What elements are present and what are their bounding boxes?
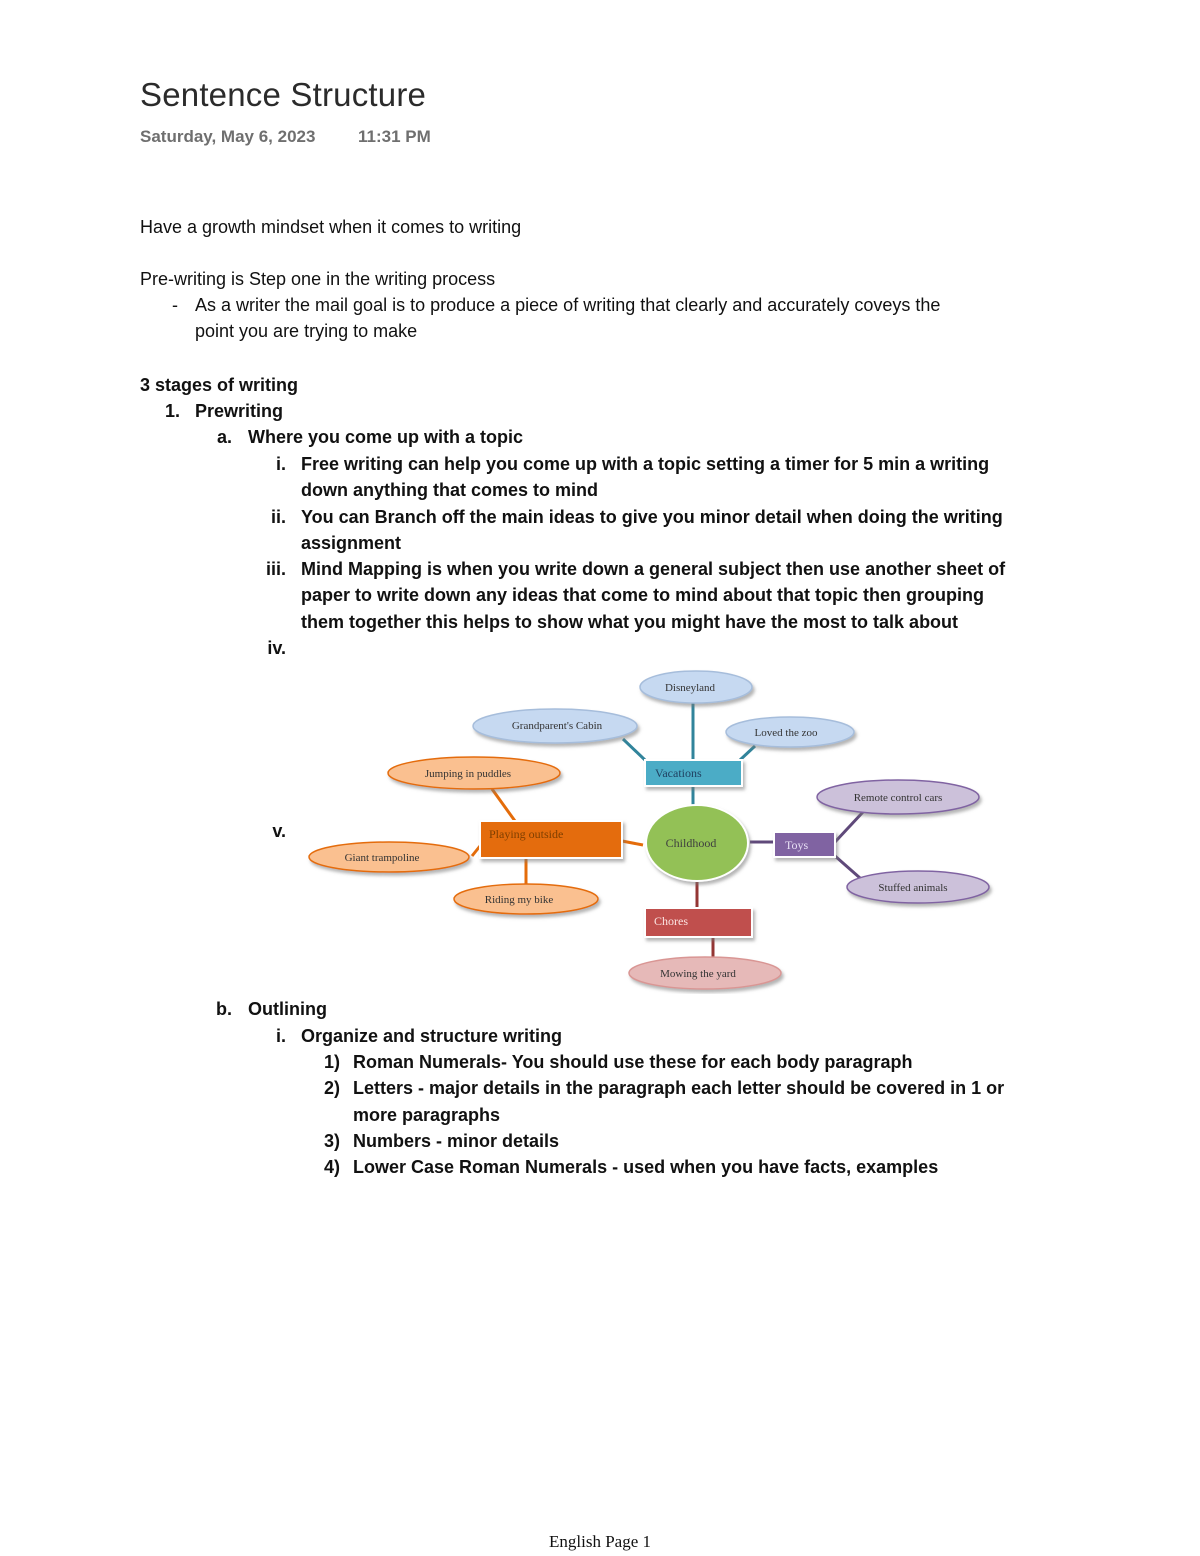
outline-letters-line-2: more paragraphs [353, 1105, 501, 1125]
mind-map-diagram [300, 664, 1010, 994]
list-item-organize: Organize and structure writing [301, 1026, 563, 1046]
outline-marker-4: 4) [323, 1157, 340, 1177]
outline-letters-line-1: Letters - major details in the paragraph each letter should be covered in 1 or [353, 1078, 1005, 1098]
stages-heading: 3 stages of writing [140, 375, 299, 395]
list-marker-iv: iv. [267, 638, 286, 658]
connector-remote [835, 812, 863, 842]
connector-puddles [492, 789, 515, 821]
bike-label: Riding my bike [484, 894, 554, 906]
page-title: Sentence Structure [140, 76, 427, 113]
list-marker-1: 1. [164, 401, 180, 421]
toys-label: Toys [785, 838, 809, 852]
bullet-dash: - [172, 295, 178, 315]
paragraph-growth-mindset: Have a growth mindset when it comes to writing [140, 217, 522, 237]
cabin-label: Grandparent's Cabin [511, 720, 603, 732]
disneyland-label: Disneyland [664, 682, 716, 694]
page-footer: English Page 1 [549, 1532, 651, 1551]
paragraph-prewriting: Pre-writing is Step one in the writing process [140, 269, 496, 289]
note-date: Saturday, May 6, 2023 [140, 127, 316, 146]
outline-marker-3: 3) [323, 1131, 340, 1151]
list-marker-iii: iii. [265, 559, 286, 579]
list-marker-v: v. [272, 821, 286, 841]
list-marker-i: i. [275, 454, 286, 474]
mind-mapping-line-2: paper to write down any ideas that come to mind about that topic then grouping [301, 585, 985, 605]
list-marker-b: b. [216, 999, 232, 1019]
outline-lowercase-roman: Lower Case Roman Numerals - used when you have facts, examples [353, 1157, 939, 1177]
zoo-label: Loved the zoo [754, 727, 818, 739]
list-item-topic: Where you come up with a topic [248, 427, 524, 447]
outline-marker-1: 1) [323, 1052, 340, 1072]
connector-trampoline [472, 846, 480, 856]
stuffed-label: Stuffed animals [878, 882, 948, 894]
branch-off-line-2: assignment [301, 533, 402, 553]
chores-label: Chores [654, 914, 688, 928]
list-item-outlining: Outlining [248, 999, 327, 1019]
childhood-label: Childhood [665, 836, 717, 850]
note-time: 11:31 PM [358, 127, 431, 146]
bullet-text-line-1: As a writer the mail goal is to produce a piece of writing that clearly and accurately coveys the [195, 295, 941, 315]
puddles-label: Jumping in puddles [424, 768, 512, 780]
free-writing-line-2: down anything that comes to mind [301, 480, 598, 500]
free-writing-line-1: Free writing can help you come up with a topic setting a timer for 5 min a writing [301, 454, 990, 474]
vacations-label: Vacations [655, 766, 702, 780]
connector-outside [622, 841, 643, 845]
list-marker-b-i: i. [275, 1026, 286, 1046]
bullet-text-line-2: point you are trying to make [195, 321, 418, 341]
remote-label: Remote control cars [853, 792, 943, 804]
list-marker-a: a. [216, 427, 232, 447]
mind-mapping-line-3: them together this helps to show what you might have the most to talk about [301, 612, 959, 632]
connector-stuffed [835, 856, 860, 878]
list-item-prewriting: Prewriting [195, 401, 284, 421]
connector-zoo [740, 746, 755, 760]
outside-label: Playing outside [489, 827, 564, 841]
outline-roman-numerals: Roman Numerals- You should use these for each body paragraph [353, 1052, 913, 1072]
mowing-label: Mowing the yard [660, 968, 736, 980]
outline-marker-2: 2) [323, 1078, 340, 1098]
branch-off-line-1: You can Branch off the main ideas to give you minor detail when doing the writing [301, 507, 1003, 527]
list-marker-ii: ii. [270, 507, 286, 527]
mind-mapping-line-1: Mind Mapping is when you write down a general subject then use another sheet of [301, 559, 1006, 579]
connector-cabin [623, 739, 645, 760]
trampoline-label: Giant trampoline [344, 852, 420, 864]
outline-numbers: Numbers - minor details [353, 1131, 560, 1151]
